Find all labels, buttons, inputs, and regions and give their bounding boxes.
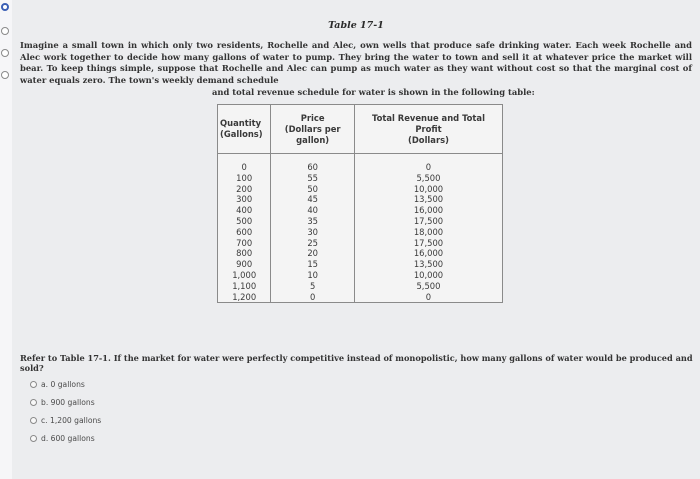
option-label: d. 600 gallons [41, 434, 95, 443]
radio-button[interactable] [30, 399, 37, 406]
cell-revenue: 18,000 [354, 227, 502, 238]
intro-paragraph: Imagine a small town in which only two residents, Rochelle and Alec, own wells that produce safe drinking water. Each week Rochelle and Alec work together to decide how many gallons of water to pump. They bring the water to town and sell it at whatever price the market will bear. To keep things simple, suppose that Rochelle and Alec can pump as much water as they want without cost so that the marginal cost of water equals zero. The town's weekly demand schedule [20, 40, 692, 85]
nav-radio[interactable] [1, 49, 9, 57]
cell-price: 45 [271, 194, 355, 205]
cell-revenue: 16,000 [354, 248, 502, 259]
cell-price: 40 [271, 205, 355, 216]
cell-quantity: 1,200 [218, 292, 271, 303]
nav-radio[interactable] [1, 27, 9, 35]
radio-button[interactable] [30, 435, 37, 442]
cell-price: 0 [271, 292, 355, 303]
cell-price: 50 [271, 184, 355, 195]
table-row [218, 173, 503, 184]
table-row [218, 248, 503, 259]
answer-option-c[interactable] [30, 416, 101, 425]
table-row [218, 238, 503, 249]
cell-price: 55 [271, 173, 355, 184]
header-revenue-line: Total Revenue and Total [371, 112, 485, 123]
table-title: Table 17-1 [328, 20, 384, 31]
table-spacer-row [218, 154, 503, 163]
question-ref: Refer to Table 17-1. [20, 353, 111, 363]
header-revenue-line: (Dollars) [408, 134, 449, 145]
cell-quantity: 800 [218, 248, 271, 259]
cell-quantity: 300 [218, 194, 271, 205]
table-row [218, 270, 503, 281]
cell-revenue: 16,000 [354, 205, 502, 216]
cell-revenue: 0 [354, 162, 502, 173]
cell-quantity: 900 [218, 259, 271, 270]
cell-quantity: 600 [218, 227, 271, 238]
cell-quantity: 700 [218, 238, 271, 249]
table-row [218, 216, 503, 227]
question-body: If the market for water were perfectly competitive instead of monopolistic, how many gallons of water would be produced and sold? [20, 353, 693, 373]
table-row [218, 194, 503, 205]
table-row [218, 227, 503, 238]
header-quantity [218, 105, 271, 154]
table-row [218, 292, 503, 303]
option-label: c. 1,200 gallons [41, 416, 102, 425]
nav-radio-current[interactable] [1, 3, 9, 11]
cell-revenue: 10,000 [354, 184, 502, 195]
header-price-line: gallon) [296, 134, 330, 145]
question-text [20, 353, 696, 373]
cell-revenue: 13,500 [354, 194, 502, 205]
table-row [218, 259, 503, 270]
cell-quantity: 200 [218, 184, 271, 195]
cell-revenue: 17,500 [354, 216, 502, 227]
answer-option-a[interactable] [30, 380, 85, 389]
cell-revenue: 17,500 [354, 238, 502, 249]
cell-quantity: 0 [218, 162, 271, 173]
cell-revenue: 10,000 [354, 270, 502, 281]
header-price [271, 105, 355, 154]
answer-option-b[interactable] [30, 398, 95, 407]
option-label: a. 0 gallons [41, 380, 85, 389]
cell-price: 35 [271, 216, 355, 227]
cell-quantity: 500 [218, 216, 271, 227]
cell-price: 30 [271, 227, 355, 238]
nav-radio[interactable] [1, 71, 9, 79]
intro-paragraph-end: and total revenue schedule for water is shown in the following table: [212, 87, 535, 97]
header-revenue [354, 105, 502, 154]
table-header-row [218, 105, 503, 154]
cell-price: 20 [271, 248, 355, 259]
cell-quantity: 1,100 [218, 281, 271, 292]
cell-quantity: 100 [218, 173, 271, 184]
cell-revenue: 5,500 [354, 173, 502, 184]
header-price-line: Price [300, 112, 325, 123]
cell-price: 5 [271, 281, 355, 292]
radio-button[interactable] [30, 417, 37, 424]
header-price-line: (Dollars per [284, 123, 341, 134]
table-row [218, 184, 503, 195]
header-quantity-line: Quantity [220, 118, 262, 128]
question-page [12, 0, 700, 479]
header-revenue-line: Profit [415, 123, 442, 134]
cell-quantity: 400 [218, 205, 271, 216]
cell-price: 15 [271, 259, 355, 270]
answer-option-d[interactable] [30, 434, 95, 443]
cell-price: 60 [271, 162, 355, 173]
radio-button[interactable] [30, 381, 37, 388]
demand-schedule-table [217, 104, 503, 303]
cell-revenue: 13,500 [354, 259, 502, 270]
table-row [218, 281, 503, 292]
table-row [218, 162, 503, 173]
cell-quantity: 1,000 [218, 270, 271, 281]
cell-revenue: 5,500 [354, 281, 502, 292]
left-question-nav [0, 0, 12, 479]
cell-price: 10 [271, 270, 355, 281]
table-row [218, 205, 503, 216]
option-label: b. 900 gallons [41, 398, 95, 407]
header-quantity-line: (Gallons) [220, 129, 263, 139]
cell-price: 25 [271, 238, 355, 249]
cell-revenue: 0 [354, 292, 502, 303]
